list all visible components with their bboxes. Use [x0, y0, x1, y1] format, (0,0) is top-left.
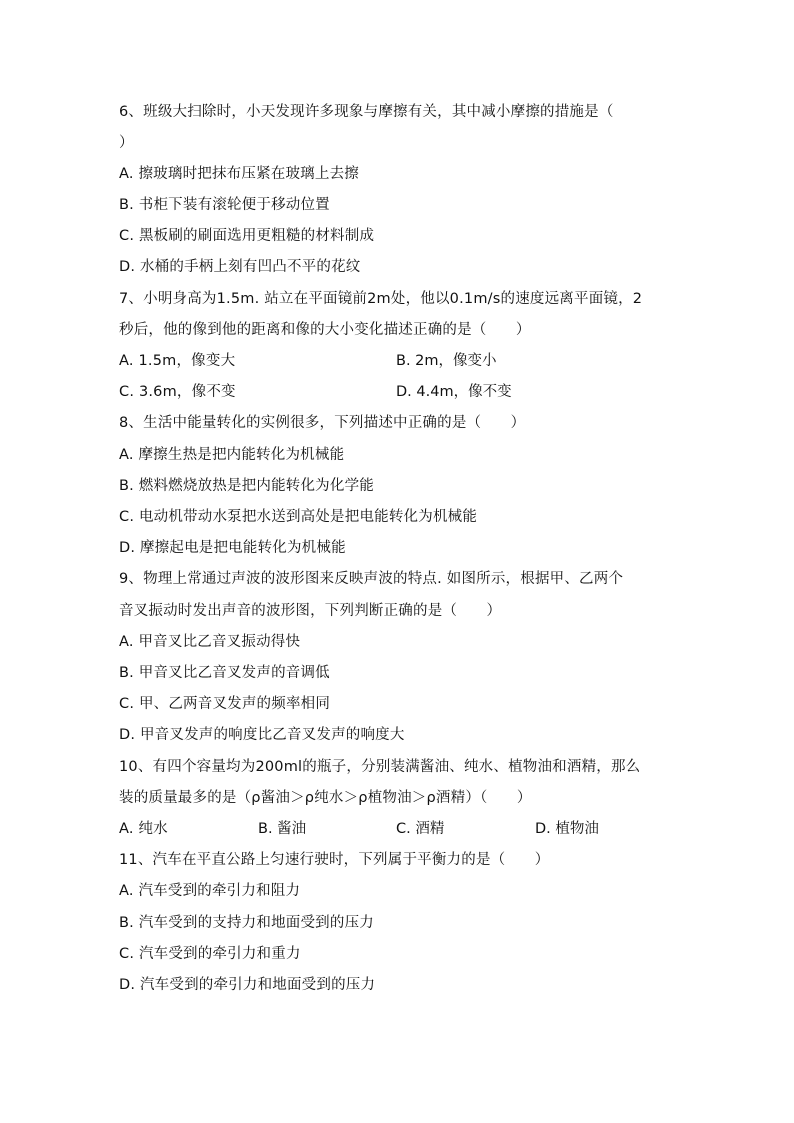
- q9-option-c: C. 甲、乙两音叉发声的频率相同: [119, 696, 331, 712]
- q7-stem-line1: 7、小明身高为1.5m. 站立在平面镜前2m处，他以0.1m/s的速度远离平面镜，2: [119, 291, 643, 307]
- q11-option-b: B. 汽车受到的支持力和地面受到的压力: [119, 915, 374, 931]
- q10-option-c: C. 酒精: [396, 821, 445, 837]
- q6-stem-line1: 6、班级大扫除时，小天发现许多现象与摩擦有关，其中减小摩擦的措施是（: [119, 104, 614, 120]
- q11-option-d: D. 汽车受到的牵引力和地面受到的压力: [119, 977, 376, 993]
- q9-stem-line2: 音叉振动时发出声音的波形图，下列判断正确的是（ ）: [119, 603, 502, 619]
- q7-option-c: C. 3.6m，像不变: [119, 384, 236, 400]
- q10-stem-line2: 装的质量最多的是（ρ酱油＞ρ纯水＞ρ植物油＞ρ酒精）（ ）: [119, 790, 532, 806]
- q9-option-b: B. 甲音叉比乙音叉发声的音调低: [119, 665, 330, 681]
- q6-option-d: D. 水桶的手柄上刻有凹凸不平的花纹: [119, 259, 361, 275]
- q9-option-a: A. 甲音叉比乙音叉振动得快: [119, 634, 301, 650]
- q8-stem-line1: 8、生活中能量转化的实例很多，下列描述中正确的是（ ）: [119, 415, 526, 431]
- q8-option-b: B. 燃料燃烧放热是把内能转化为化学能: [119, 478, 374, 494]
- q7-option-a: A. 1.5m，像变大: [119, 353, 236, 369]
- q6-option-c: C. 黑板刷的刷面选用更粗糙的材料制成: [119, 228, 375, 244]
- q10-option-a: A. 纯水: [119, 821, 168, 837]
- q11-stem-line1: 11、汽车在平直公路上匀速行驶时，下列属于平衡力的是（ ）: [119, 852, 550, 868]
- q6-option-a: A. 擦玻璃时把抹布压紧在玻璃上去擦: [119, 166, 359, 182]
- q10-option-b: B. 酱油: [258, 821, 307, 837]
- q8-option-c: C. 电动机带动水泵把水送到高处是把电能转化为机械能: [119, 509, 478, 525]
- q11-option-c: C. 汽车受到的牵引力和重力: [119, 946, 301, 962]
- q9-option-d: D. 甲音叉发声的响度比乙音叉发声的响度大: [119, 727, 405, 743]
- q10-option-d: D. 植物油: [535, 821, 599, 837]
- q6-option-b: B. 书柜下装有滚轮便于移动位置: [119, 197, 330, 213]
- q10-stem-line1: 10、有四个容量均为200ml的瓶子，分别装满酱油、纯水、植物油和酒精，那么: [119, 759, 641, 775]
- q7-option-d: D. 4.4m，像不变: [396, 384, 512, 400]
- q6-stem-line2: ）: [119, 135, 134, 151]
- q8-option-a: A. 摩擦生热是把内能转化为机械能: [119, 447, 345, 463]
- q11-option-a: A. 汽车受到的牵引力和阻力: [119, 883, 301, 899]
- q8-option-d: D. 摩擦起电是把电能转化为机械能: [119, 540, 346, 556]
- q7-stem-line2: 秒后，他的像到他的距离和像的大小变化描述正确的是（ ）: [119, 322, 531, 338]
- q9-stem-line1: 9、物理上常通过声波的波形图来反映声波的特点. 如图所示，根据甲、乙两个: [119, 571, 624, 587]
- q7-option-b: B. 2m，像变小: [396, 353, 497, 369]
